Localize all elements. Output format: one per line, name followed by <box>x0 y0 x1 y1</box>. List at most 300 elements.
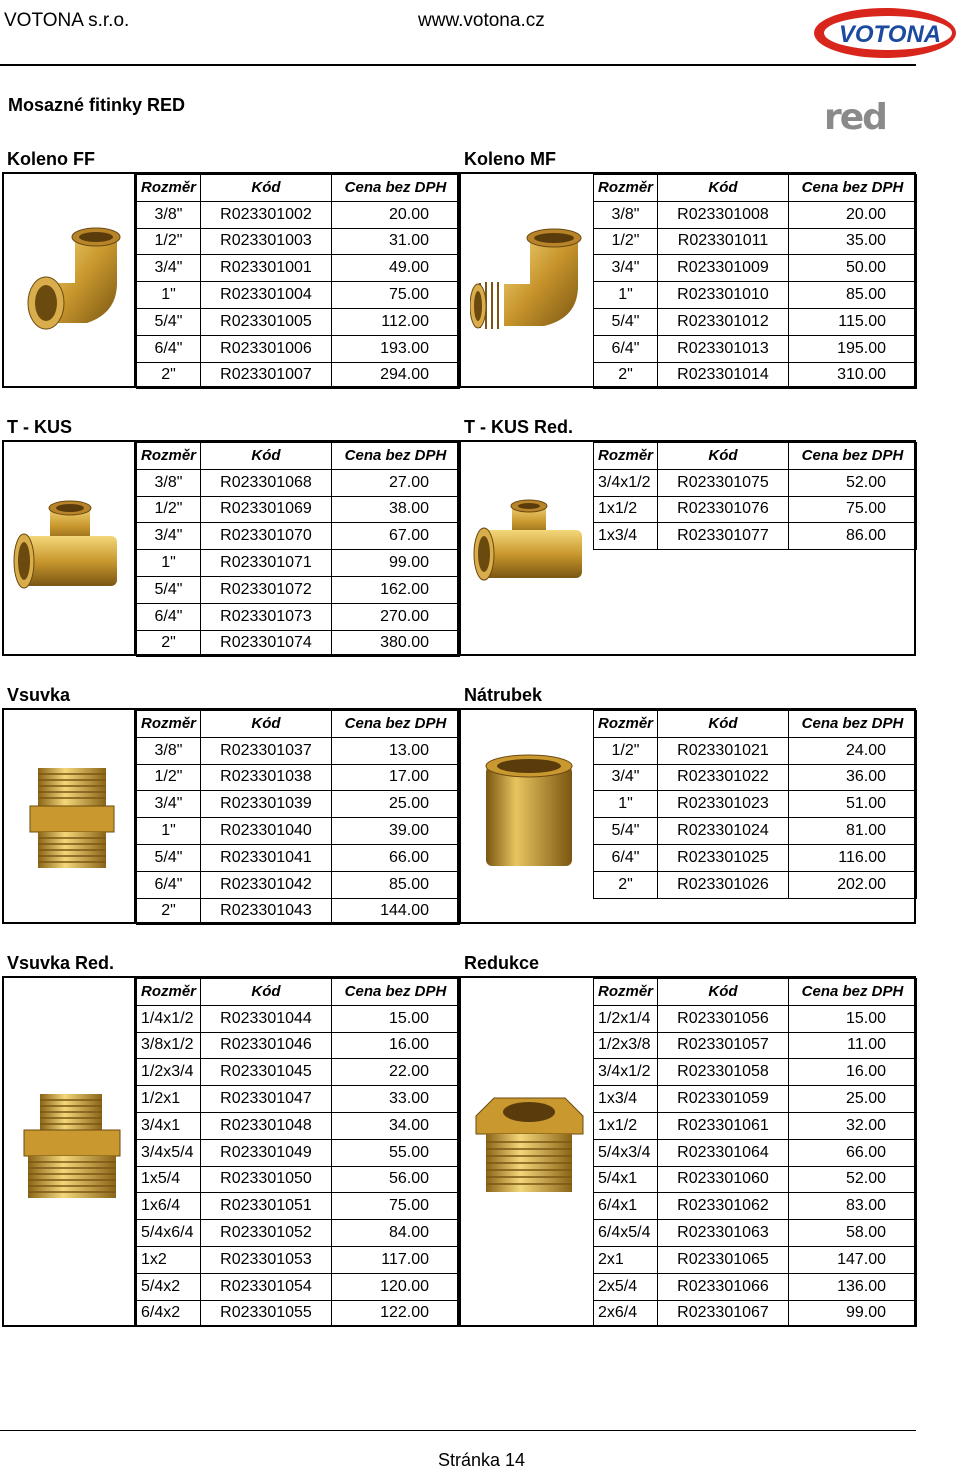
section-title-t-kus: T - KUS <box>7 417 72 437</box>
elbow-mf-image <box>470 228 590 333</box>
price-cell: 85.00 <box>789 282 917 309</box>
empty-cell <box>594 630 658 657</box>
price-cell: 27.00 <box>332 469 460 496</box>
table-header-row <box>137 175 460 202</box>
code-cell: R023301023 <box>658 791 789 818</box>
size-cell: 1/2x1 <box>137 1086 201 1113</box>
table-row <box>594 576 917 603</box>
table-row <box>594 898 917 925</box>
code-cell: R023301049 <box>201 1139 332 1166</box>
column-header-code: Kód <box>658 979 789 1006</box>
empty-cell <box>594 898 658 925</box>
table-row <box>594 737 917 764</box>
table-row <box>594 496 917 523</box>
price-cell: 81.00 <box>789 818 917 845</box>
company-name: VOTONA s.r.o. <box>4 10 130 31</box>
tee-image <box>12 500 127 595</box>
size-cell: 2x5/4 <box>594 1273 658 1300</box>
code-cell: R023301068 <box>201 469 332 496</box>
size-cell: 1x6/4 <box>137 1193 201 1220</box>
table-row <box>594 1193 917 1220</box>
table-row <box>594 1005 917 1032</box>
table-row <box>594 469 917 496</box>
table-header-row <box>137 443 460 470</box>
table-row <box>594 1112 917 1139</box>
price-cell: 52.00 <box>789 1166 917 1193</box>
price-cell: 112.00 <box>332 308 460 335</box>
price-table-vsuvka <box>136 710 460 925</box>
size-cell: 1" <box>137 818 201 845</box>
code-cell: R023301001 <box>201 255 332 282</box>
price-cell: 84.00 <box>332 1220 460 1247</box>
size-cell: 5/4x1 <box>594 1166 658 1193</box>
table-row <box>594 1246 917 1273</box>
size-cell: 1/2x3/8 <box>594 1032 658 1059</box>
code-cell: R023301046 <box>201 1032 332 1059</box>
code-cell: R023301059 <box>658 1086 789 1113</box>
size-cell: 6/4" <box>594 335 658 362</box>
code-cell: R023301069 <box>201 496 332 523</box>
code-cell: R023301076 <box>658 496 789 523</box>
column-header-price: Cena bez DPH <box>789 175 917 202</box>
table-row <box>594 523 917 550</box>
code-cell: R023301077 <box>658 523 789 550</box>
table-row <box>594 1220 917 1247</box>
code-cell: R023301057 <box>658 1032 789 1059</box>
table-row <box>137 791 460 818</box>
price-table-natrubek <box>593 710 917 925</box>
table-row <box>594 630 917 657</box>
size-cell: 2x6/4 <box>594 1300 658 1327</box>
section-title-koleno-mf: Koleno MF <box>464 149 556 169</box>
footer-divider <box>0 1430 916 1431</box>
price-cell: 13.00 <box>332 737 460 764</box>
table-row <box>137 844 460 871</box>
coupling-image <box>480 752 578 874</box>
table-row <box>137 1300 460 1327</box>
code-cell: R023301063 <box>658 1220 789 1247</box>
price-cell: 22.00 <box>332 1059 460 1086</box>
price-cell: 51.00 <box>789 791 917 818</box>
size-cell: 1" <box>594 282 658 309</box>
table-row <box>137 308 460 335</box>
size-cell: 2x1 <box>594 1246 658 1273</box>
price-cell: 38.00 <box>332 496 460 523</box>
price-cell: 193.00 <box>332 335 460 362</box>
column-header-size: Rozměr <box>137 175 201 202</box>
reducing-nipple-image <box>22 1090 122 1202</box>
empty-cell <box>594 550 658 577</box>
size-cell: 6/4" <box>137 871 201 898</box>
table-row <box>137 603 460 630</box>
code-cell: R023301055 <box>201 1300 332 1327</box>
price-cell: 270.00 <box>332 603 460 630</box>
code-cell: R023301002 <box>201 201 332 228</box>
code-cell: R023301037 <box>201 737 332 764</box>
size-cell: 3/4" <box>594 255 658 282</box>
price-cell: 36.00 <box>789 764 917 791</box>
size-cell: 3/8" <box>137 469 201 496</box>
code-cell: R023301060 <box>658 1166 789 1193</box>
size-cell: 1x5/4 <box>137 1166 201 1193</box>
empty-cell <box>594 603 658 630</box>
empty-cell <box>789 603 917 630</box>
elbow-ff-image <box>20 225 125 335</box>
price-cell: 99.00 <box>332 550 460 577</box>
column-header-size: Rozměr <box>594 175 658 202</box>
table-row <box>594 844 917 871</box>
price-cell: 75.00 <box>332 282 460 309</box>
price-cell: 31.00 <box>332 228 460 255</box>
table-row <box>137 1246 460 1273</box>
price-cell: 25.00 <box>789 1086 917 1113</box>
price-cell: 75.00 <box>789 496 917 523</box>
code-cell: R023301051 <box>201 1193 332 1220</box>
page-title: Mosazné fitinky RED <box>8 95 186 115</box>
code-cell: R023301062 <box>658 1193 789 1220</box>
code-cell: R023301038 <box>201 764 332 791</box>
table-row <box>137 1112 460 1139</box>
code-cell: R023301043 <box>201 898 332 925</box>
code-cell: R023301053 <box>201 1246 332 1273</box>
table-row <box>137 1005 460 1032</box>
price-cell: 35.00 <box>789 228 917 255</box>
column-header-size: Rozměr <box>594 979 658 1006</box>
size-cell: 3/8x1/2 <box>137 1032 201 1059</box>
code-cell: R023301066 <box>658 1273 789 1300</box>
table-header-row <box>594 443 917 470</box>
table-row <box>137 737 460 764</box>
price-cell: 86.00 <box>789 523 917 550</box>
size-cell: 5/4x2 <box>137 1273 201 1300</box>
size-cell: 3/4" <box>137 791 201 818</box>
table-row <box>594 1273 917 1300</box>
table-row <box>137 898 460 925</box>
price-cell: 117.00 <box>332 1246 460 1273</box>
column-header-price: Cena bez DPH <box>789 443 917 470</box>
size-cell: 2" <box>137 898 201 925</box>
price-cell: 310.00 <box>789 362 917 389</box>
size-cell: 5/4x6/4 <box>137 1220 201 1247</box>
price-cell: 122.00 <box>332 1300 460 1327</box>
code-cell: R023301061 <box>658 1112 789 1139</box>
section-title-natrubek: Nátrubek <box>464 685 543 705</box>
code-cell: R023301024 <box>658 818 789 845</box>
section-title-redukce: Redukce <box>464 953 540 973</box>
price-cell: 115.00 <box>789 308 917 335</box>
size-cell: 5/4" <box>137 308 201 335</box>
empty-cell <box>789 630 917 657</box>
price-cell: 195.00 <box>789 335 917 362</box>
size-cell: 1x2 <box>137 1246 201 1273</box>
size-cell: 3/4" <box>137 523 201 550</box>
code-cell: R023301075 <box>658 469 789 496</box>
size-cell: 3/4" <box>137 255 201 282</box>
empty-cell <box>789 576 917 603</box>
table-row <box>594 255 917 282</box>
size-cell: 5/4x3/4 <box>594 1139 658 1166</box>
size-cell: 1x1/2 <box>594 496 658 523</box>
price-cell: 56.00 <box>332 1166 460 1193</box>
table-row <box>594 818 917 845</box>
table-row <box>594 791 917 818</box>
code-cell: R023301009 <box>658 255 789 282</box>
size-cell: 1/2x3/4 <box>137 1059 201 1086</box>
size-cell: 5/4" <box>137 844 201 871</box>
size-cell: 2" <box>137 630 201 657</box>
column-header-size: Rozměr <box>137 443 201 470</box>
size-cell: 1/2x1/4 <box>594 1005 658 1032</box>
table-row <box>594 1059 917 1086</box>
size-cell: 6/4x2 <box>137 1300 201 1327</box>
price-cell: 99.00 <box>789 1300 917 1327</box>
table-row <box>137 1059 460 1086</box>
price-cell: 24.00 <box>789 737 917 764</box>
size-cell: 3/4" <box>594 764 658 791</box>
price-cell: 162.00 <box>332 576 460 603</box>
price-cell: 15.00 <box>789 1005 917 1032</box>
table-header-row <box>594 711 917 738</box>
column-header-size: Rozměr <box>137 979 201 1006</box>
header-divider <box>0 64 916 66</box>
size-cell: 1x3/4 <box>594 1086 658 1113</box>
column-header-price: Cena bez DPH <box>789 711 917 738</box>
price-table-t-kus-red <box>593 442 917 657</box>
code-cell: R023301044 <box>201 1005 332 1032</box>
table-row <box>137 1193 460 1220</box>
code-cell: R023301004 <box>201 282 332 309</box>
price-cell: 16.00 <box>789 1059 917 1086</box>
code-cell: R023301072 <box>201 576 332 603</box>
column-header-code: Kód <box>658 175 789 202</box>
size-cell: 3/4x1/2 <box>594 469 658 496</box>
table-row <box>137 1032 460 1059</box>
size-cell: 3/8" <box>594 201 658 228</box>
table-row <box>594 1139 917 1166</box>
price-cell: 116.00 <box>789 844 917 871</box>
empty-cell <box>658 576 789 603</box>
code-cell: R023301047 <box>201 1086 332 1113</box>
price-cell: 11.00 <box>789 1032 917 1059</box>
table-row <box>594 1032 917 1059</box>
code-cell: R023301006 <box>201 335 332 362</box>
code-cell: R023301074 <box>201 630 332 657</box>
column-header-size: Rozměr <box>594 443 658 470</box>
size-cell: 1/4x1/2 <box>137 1005 201 1032</box>
size-cell: 1/2" <box>137 764 201 791</box>
size-cell: 5/4" <box>594 308 658 335</box>
svg-text:VOTONA: VOTONA <box>838 21 942 48</box>
price-cell: 380.00 <box>332 630 460 657</box>
table-row <box>137 871 460 898</box>
table-row <box>137 550 460 577</box>
table-header-row <box>137 711 460 738</box>
price-cell: 66.00 <box>332 844 460 871</box>
size-cell: 3/4x1/2 <box>594 1059 658 1086</box>
code-cell: R023301048 <box>201 1112 332 1139</box>
column-header-price: Cena bez DPH <box>332 711 460 738</box>
size-cell: 1/2" <box>137 496 201 523</box>
size-cell: 1/2" <box>137 228 201 255</box>
price-cell: 67.00 <box>332 523 460 550</box>
table-row <box>594 1086 917 1113</box>
table-row <box>594 335 917 362</box>
price-cell: 49.00 <box>332 255 460 282</box>
column-header-price: Cena bez DPH <box>332 979 460 1006</box>
table-row <box>137 1220 460 1247</box>
price-cell: 75.00 <box>332 1193 460 1220</box>
table-header-row <box>594 979 917 1006</box>
table-header-row <box>137 979 460 1006</box>
empty-cell <box>789 898 917 925</box>
table-row <box>137 523 460 550</box>
table-row <box>137 469 460 496</box>
empty-cell <box>658 630 789 657</box>
code-cell: R023301013 <box>658 335 789 362</box>
column-header-code: Kód <box>201 979 332 1006</box>
price-cell: 144.00 <box>332 898 460 925</box>
size-cell: 1/2" <box>594 228 658 255</box>
code-cell: R023301071 <box>201 550 332 577</box>
price-cell: 66.00 <box>789 1139 917 1166</box>
price-cell: 20.00 <box>789 201 917 228</box>
column-header-code: Kód <box>658 711 789 738</box>
price-cell: 120.00 <box>332 1273 460 1300</box>
code-cell: R023301058 <box>658 1059 789 1086</box>
table-row <box>137 818 460 845</box>
price-cell: 58.00 <box>789 1220 917 1247</box>
code-cell: R023301039 <box>201 791 332 818</box>
size-cell: 3/8" <box>137 201 201 228</box>
code-cell: R023301056 <box>658 1005 789 1032</box>
price-table-vsuvka-red <box>136 978 460 1327</box>
table-row <box>594 228 917 255</box>
size-cell: 6/4x5/4 <box>594 1220 658 1247</box>
table-row <box>137 1166 460 1193</box>
size-cell: 1x3/4 <box>594 523 658 550</box>
price-table-koleno-ff <box>136 174 460 389</box>
size-cell: 2" <box>137 362 201 389</box>
column-header-code: Kód <box>658 443 789 470</box>
table-row <box>594 871 917 898</box>
size-cell: 6/4" <box>594 844 658 871</box>
price-table-t-kus <box>136 442 460 657</box>
table-row <box>137 1273 460 1300</box>
reducer-bushing-image <box>472 1094 587 1196</box>
code-cell: R023301021 <box>658 737 789 764</box>
table-row <box>594 764 917 791</box>
column-header-code: Kód <box>201 711 332 738</box>
code-cell: R023301042 <box>201 871 332 898</box>
page-number: Stránka 14 <box>438 1450 526 1470</box>
price-cell: 55.00 <box>332 1139 460 1166</box>
table-row <box>137 630 460 657</box>
table-row <box>594 603 917 630</box>
empty-cell <box>658 550 789 577</box>
price-cell: 50.00 <box>789 255 917 282</box>
price-cell: 85.00 <box>332 871 460 898</box>
code-cell: R023301040 <box>201 818 332 845</box>
section-title-vsuvka-red: Vsuvka Red. <box>7 953 115 973</box>
code-cell: R023301064 <box>658 1139 789 1166</box>
size-cell: 5/4" <box>137 576 201 603</box>
code-cell: R023301050 <box>201 1166 332 1193</box>
table-row <box>594 362 917 389</box>
price-cell: 52.00 <box>789 469 917 496</box>
size-cell: 6/4" <box>137 335 201 362</box>
code-cell: R023301003 <box>201 228 332 255</box>
price-cell: 202.00 <box>789 871 917 898</box>
empty-cell <box>658 898 789 925</box>
table-row <box>594 1300 917 1327</box>
code-cell: R023301073 <box>201 603 332 630</box>
section-title-koleno-ff: Koleno FF <box>7 149 95 169</box>
size-cell: 3/8" <box>137 737 201 764</box>
size-cell: 3/4x5/4 <box>137 1139 201 1166</box>
table-row <box>137 282 460 309</box>
table-row <box>137 1139 460 1166</box>
size-cell: 1x1/2 <box>594 1112 658 1139</box>
code-cell: R023301007 <box>201 362 332 389</box>
price-table-redukce <box>593 978 917 1327</box>
code-cell: R023301045 <box>201 1059 332 1086</box>
price-cell: 34.00 <box>332 1112 460 1139</box>
table-row <box>137 362 460 389</box>
code-cell: R023301011 <box>658 228 789 255</box>
website-link[interactable]: www.votona.cz <box>418 10 545 31</box>
price-cell: 294.00 <box>332 362 460 389</box>
size-cell: 2" <box>594 871 658 898</box>
table-row <box>594 201 917 228</box>
price-cell: 83.00 <box>789 1193 917 1220</box>
code-cell: R023301054 <box>201 1273 332 1300</box>
size-cell: 1" <box>137 550 201 577</box>
column-header-price: Cena bez DPH <box>332 443 460 470</box>
nipple-image <box>28 762 116 872</box>
table-row <box>137 764 460 791</box>
size-cell: 5/4" <box>594 818 658 845</box>
table-row <box>137 335 460 362</box>
price-cell: 20.00 <box>332 201 460 228</box>
code-cell: R023301067 <box>658 1300 789 1327</box>
price-cell: 16.00 <box>332 1032 460 1059</box>
empty-cell <box>658 603 789 630</box>
size-cell: 6/4x1 <box>594 1193 658 1220</box>
price-cell: 136.00 <box>789 1273 917 1300</box>
svg-text:red: red <box>824 98 886 136</box>
table-row <box>137 201 460 228</box>
table-row <box>137 255 460 282</box>
code-cell: R023301022 <box>658 764 789 791</box>
price-cell: 147.00 <box>789 1246 917 1273</box>
table-row <box>594 550 917 577</box>
code-cell: R023301065 <box>658 1246 789 1273</box>
size-cell: 6/4" <box>137 603 201 630</box>
code-cell: R023301005 <box>201 308 332 335</box>
table-row <box>137 576 460 603</box>
table-row <box>137 496 460 523</box>
empty-cell <box>789 550 917 577</box>
price-cell: 25.00 <box>332 791 460 818</box>
price-cell: 32.00 <box>789 1112 917 1139</box>
price-table-koleno-mf <box>593 174 917 389</box>
price-cell: 17.00 <box>332 764 460 791</box>
size-cell: 2" <box>594 362 658 389</box>
column-header-code: Kód <box>201 175 332 202</box>
code-cell: R023301070 <box>201 523 332 550</box>
size-cell: 1" <box>137 282 201 309</box>
size-cell: 1/2" <box>594 737 658 764</box>
